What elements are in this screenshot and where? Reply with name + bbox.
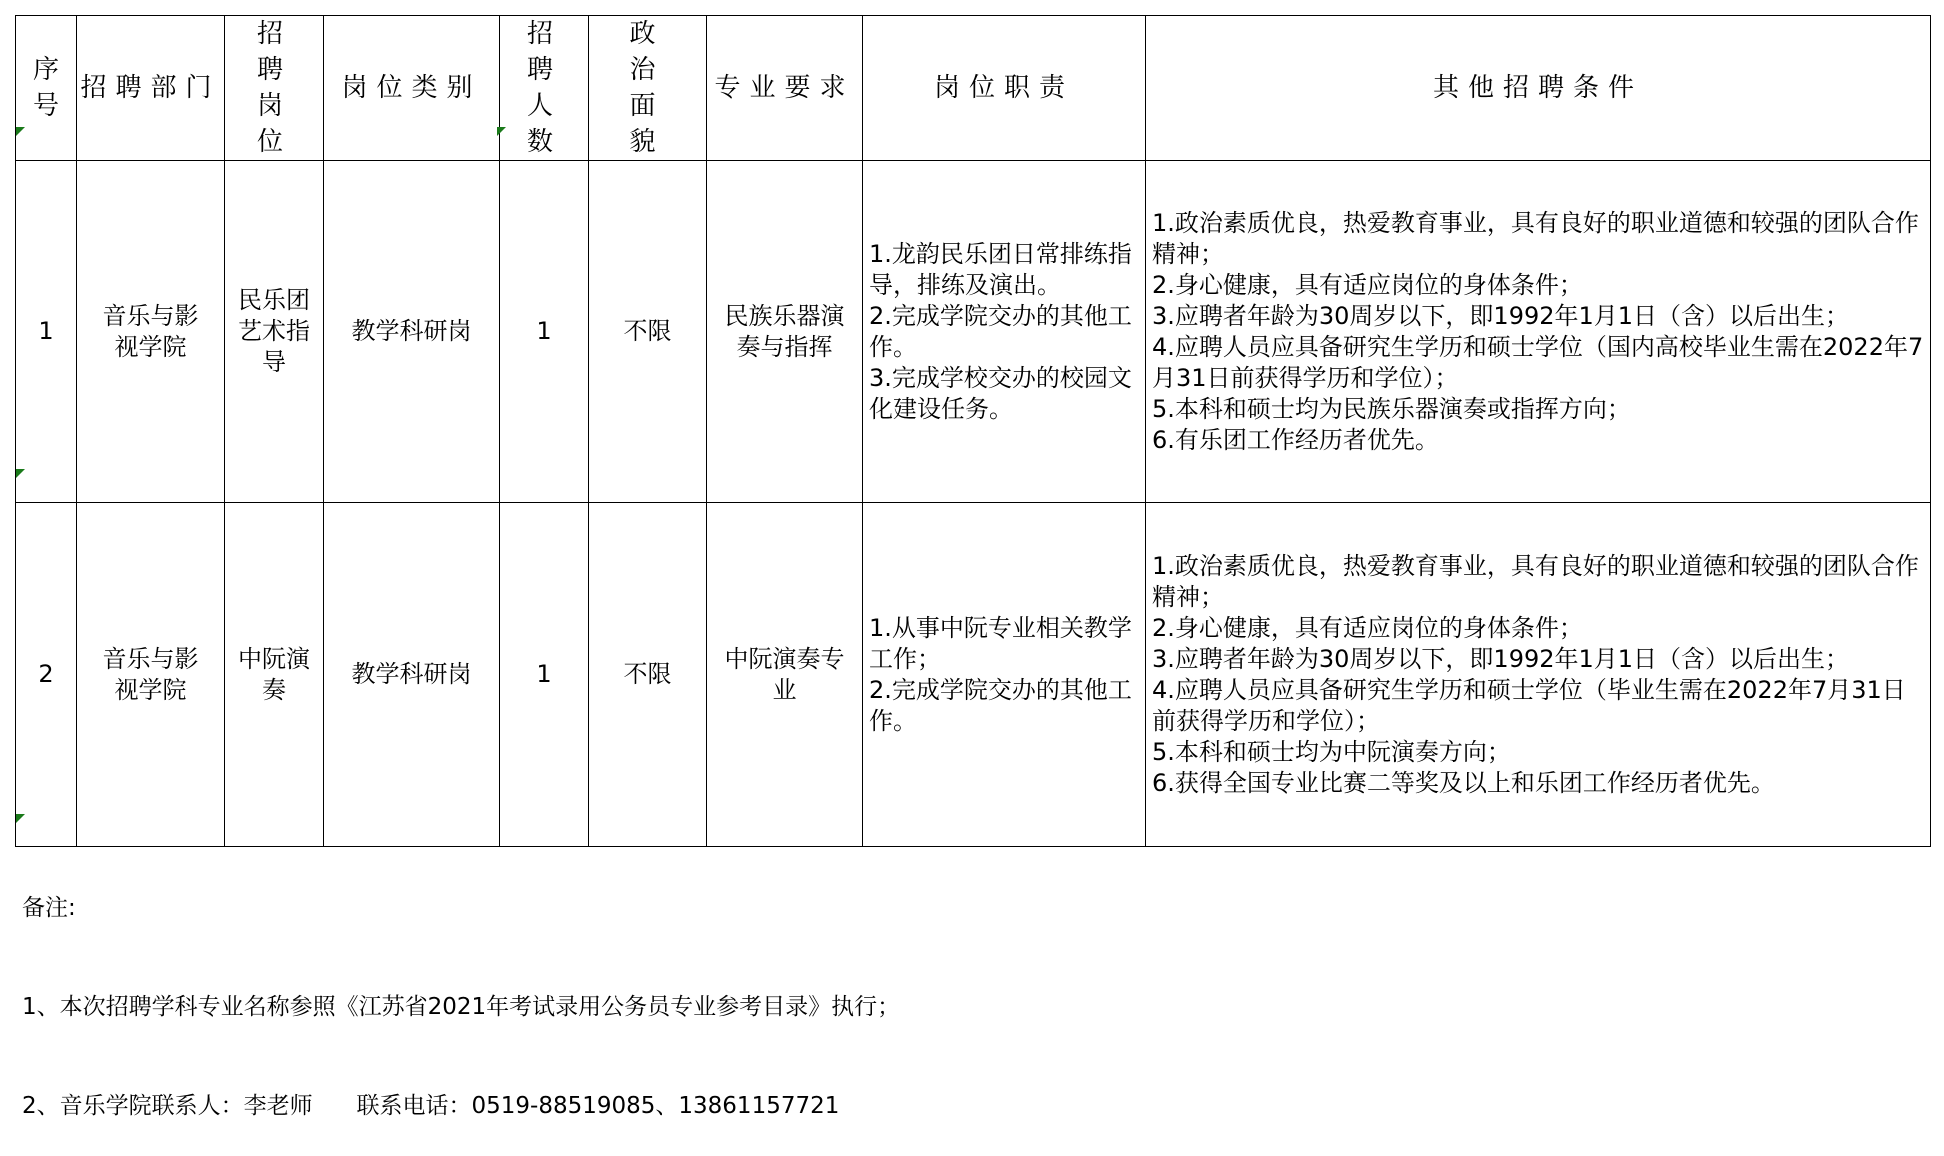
table-row: [16, 503, 1931, 847]
cell-major: [707, 161, 863, 503]
cell-politics: 不限: [589, 503, 707, 847]
header-post-text: 招聘岗位: [256, 19, 291, 157]
header-index: [16, 16, 77, 161]
cell-index: 1: [16, 161, 77, 503]
cell-major: [707, 503, 863, 847]
cell-conditions: 1.政治素质优良，热爱教育事业，具有良好的职业道德和较强的团队合作精神； 2.身心健康，具有适应岗位的身体条件； 3.应聘者年龄为30周岁以下，即1992年1月1日（含）以后出生； 4.应聘人员应具备研究生学历和硕士学位（国内高校毕业生需在2022年7月31日前获得学历和学位）； 5.本科和硕士均为民族乐器演奏或指挥方向； 6.有乐团工作经历者优先。: [1146, 161, 1931, 503]
cell-marker-icon: [16, 127, 25, 136]
header-row: [16, 16, 1931, 161]
notes-line-1: 1、本次招聘学科专业名称参照《江苏省2021年考试录用公务员专业参考目录》执行；: [22, 994, 901, 1020]
cell-major-text: 民族乐器演奏与指挥: [724, 301, 845, 361]
notes-section: [22, 826, 900, 1156]
table-row: [16, 161, 1931, 503]
cell-duties: 1.龙韵民乐团日常排练指导，排练及演出。 2.完成学院交办的其他工作。 3.完成学校交办的校园文化建设任务。: [863, 161, 1146, 503]
cell-post-text: 中阮演奏: [238, 644, 310, 704]
cell-dept: [77, 503, 225, 847]
recruitment-table: [15, 15, 1931, 847]
header-duties: 岗位职责: [863, 16, 1146, 161]
cell-post-text: 民乐团艺术指导: [238, 286, 310, 376]
cell-index: 2: [16, 503, 77, 847]
header-count: [500, 16, 589, 161]
cell-marker-icon: [16, 469, 25, 478]
header-dept: 招聘部门: [77, 16, 225, 161]
cell-post: [225, 161, 324, 503]
cell-duties: 1.从事中阮专业相关教学工作； 2.完成学院交办的其他工作。: [863, 503, 1146, 847]
cell-count: 1: [500, 161, 589, 503]
cell-category: 教学科研岗: [324, 503, 500, 847]
cell-category: 教学科研岗: [324, 161, 500, 503]
header-index-text: 序号: [32, 55, 59, 121]
cell-count: 1: [500, 503, 589, 847]
cell-conditions: 1.政治素质优良，热爱教育事业，具有良好的职业道德和较强的团队合作精神； 2.身心健康，具有适应岗位的身体条件； 3.应聘者年龄为30周岁以下，即1992年1月1日（含）以后出生； 4.应聘人员应具备研究生学历和硕士学位（毕业生需在2022年7月31日前获得学历和学位）； 5.本科和硕士均为中阮演奏方向； 6.获得全国专业比赛二等奖及以上和乐团工作经历者优先。: [1146, 503, 1931, 847]
header-major: 专业要求: [707, 16, 863, 161]
cell-marker-icon: [497, 127, 506, 136]
header-conditions: 其他招聘条件: [1146, 16, 1931, 161]
cell-marker-icon: [16, 814, 25, 823]
notes-line-2: 2、音乐学院联系人：李老师 联系电话：0519-88519085、13861157721: [22, 1093, 840, 1119]
header-politics-text: 政治面貌: [629, 19, 666, 157]
cell-dept: [77, 161, 225, 503]
cell-post: [225, 503, 324, 847]
cell-dept-text: 音乐与影视学院: [102, 301, 199, 361]
header-politics: [589, 16, 707, 161]
header-category: 岗位类别: [324, 16, 500, 161]
cell-major-text: 中阮演奏专业: [724, 644, 845, 704]
notes-title: 备注:: [22, 895, 76, 921]
cell-politics: 不限: [589, 161, 707, 503]
header-count-text: 招聘人数: [526, 19, 561, 157]
cell-dept-text: 音乐与影视学院: [102, 644, 199, 704]
header-post: [225, 16, 324, 161]
